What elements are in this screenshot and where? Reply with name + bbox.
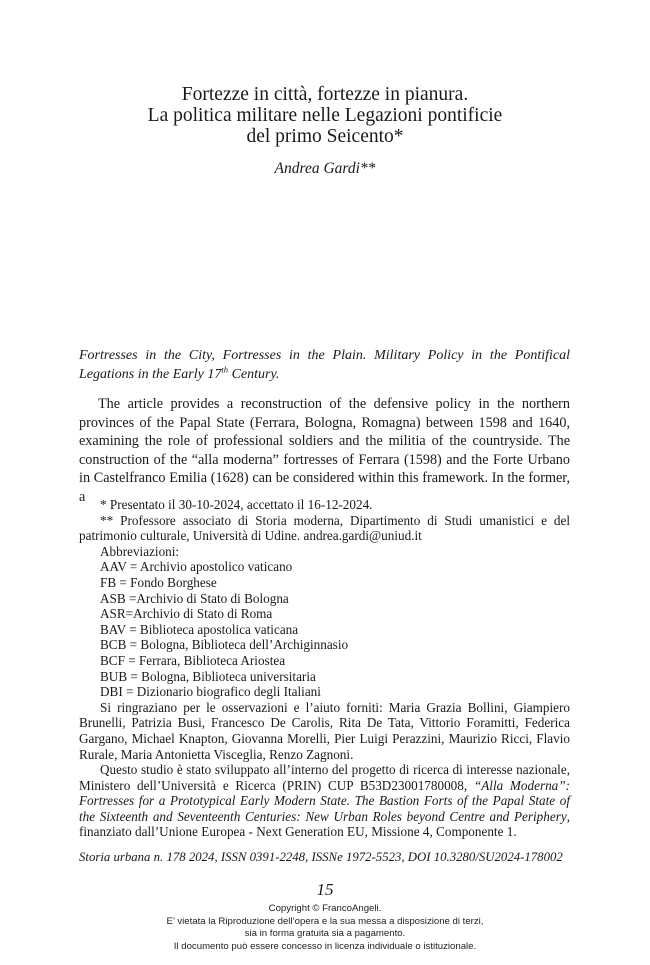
- footnote-received: * Presentato il 30-10-2024, accettato il 16-12-2024.: [100, 497, 373, 512]
- abbreviation-item: BUB = Bologna, Biblioteca universitaria: [100, 668, 316, 684]
- english-title-superscript: th: [221, 364, 229, 375]
- english-title: [79, 346, 570, 384]
- copyright-line: E’ vietata la Riproduzione dell’opera e la sua messa a disposizione di terzi,: [166, 915, 484, 927]
- title-line-1: Fortezze in città, fortezze in pianura.: [181, 84, 469, 105]
- title-line-2: La politica militare nelle Legazioni pontificie: [147, 105, 503, 126]
- english-title-end: Century.: [228, 367, 280, 382]
- author-name: Andrea Gardi**: [274, 160, 376, 177]
- abbreviation-item: AAV = Archivio apostolico vaticano: [100, 559, 293, 575]
- abbreviation-item: BCF = Ferrara, Biblioteca Ariostea: [100, 652, 286, 668]
- copyright-line: Il documento può essere concesso in licenza individuale o istituzionale.: [173, 940, 477, 952]
- abbreviation-item: BCB = Bologna, Biblioteca dell’Archiginnasio: [100, 637, 349, 653]
- abbreviation-item: ASR=Archivio di Stato di Roma: [100, 606, 273, 622]
- project-text: Questo studio è stato sviluppato all’interno del progetto di ricerca di interesse nazionale, Ministero dell’Università e Ricerca (PRIN) CUP B53D23001780008,: [79, 762, 570, 793]
- footnote-acknowledgements: Si ringraziano per le osservazioni e l’aiuto forniti: Maria Grazia Bollini, Giampiero Brunelli, Patrizia Busi, Francesco De Carolis, Rita De Tata, Vittorio Foramitti, Federica Gargano, Michael Knapton, Giovanna Morelli, Pier Luigi Perazzini, Maurizio Ricci, Flavio Rurale, Maria Antonietta Visceglia, Renzo Zagnoni.: [79, 699, 570, 762]
- copyright-notice: [0, 903, 650, 953]
- footnote-project: [79, 762, 570, 840]
- copyright-line: Copyright © FrancoAngeli.: [268, 903, 382, 914]
- project-funding: , finanziato dall’Unione Europea - Next Generation EU, Missione 4, Componente 1.: [79, 808, 570, 840]
- abbreviation-item: DBI = Dizionario biografico degli Italiani: [100, 684, 321, 700]
- english-title-main: Fortresses in the City, Fortresses in the Plain. Military Policy in the Pontifical Legations in the Early 17: [79, 348, 570, 382]
- footnote-affiliation: ** Professore associato di Storia moderna, Dipartimento di Studi umanistici e del patrimonio culturale, Università di Udine. andrea.gardi@uniud.it: [79, 512, 570, 544]
- footnotes: [79, 497, 570, 840]
- project-title: “Alla Moderna”: Fortresses for a Prototypical Early Modern State. The Bastion Forts of the Papal State of the Sixteenth and Seventeenth Centuries: New Urban Roles beyond Centre and Periphery: [79, 777, 570, 824]
- abstract-text: The article provides a reconstruction of the defensive policy in the northern provinces of the Papal State (Ferrara, Bologna, Romagna) between 1598 and 1640, examining the role of professional soldiers and the militia of the countryside. The construction of the “alla moderna” fortresses of Ferrara (1598) and the Forte Urbano in Castelfranco Emilia (1628) can be considered within this framework. In the former, a: [79, 396, 570, 505]
- copyright-line: sia in forma gratuita sia a pagamento.: [244, 928, 406, 939]
- abbreviation-item: BAV = Biblioteca apostolica vaticana: [100, 621, 299, 637]
- title-line-3: del primo Seicento*: [246, 126, 404, 147]
- page-number: 15: [316, 880, 334, 899]
- abbreviation-item: FB = Fondo Borghese: [100, 574, 217, 590]
- abbreviation-item: ASB =Archivio di Stato di Bologna: [100, 590, 289, 606]
- journal-citation: Storia urbana n. 178 2024, ISSN 0391-2248, ISSNe 1972-5523, DOI 10.3280/SU2024-178002: [79, 850, 563, 864]
- abbreviations-heading: Abbreviazioni:: [100, 543, 180, 559]
